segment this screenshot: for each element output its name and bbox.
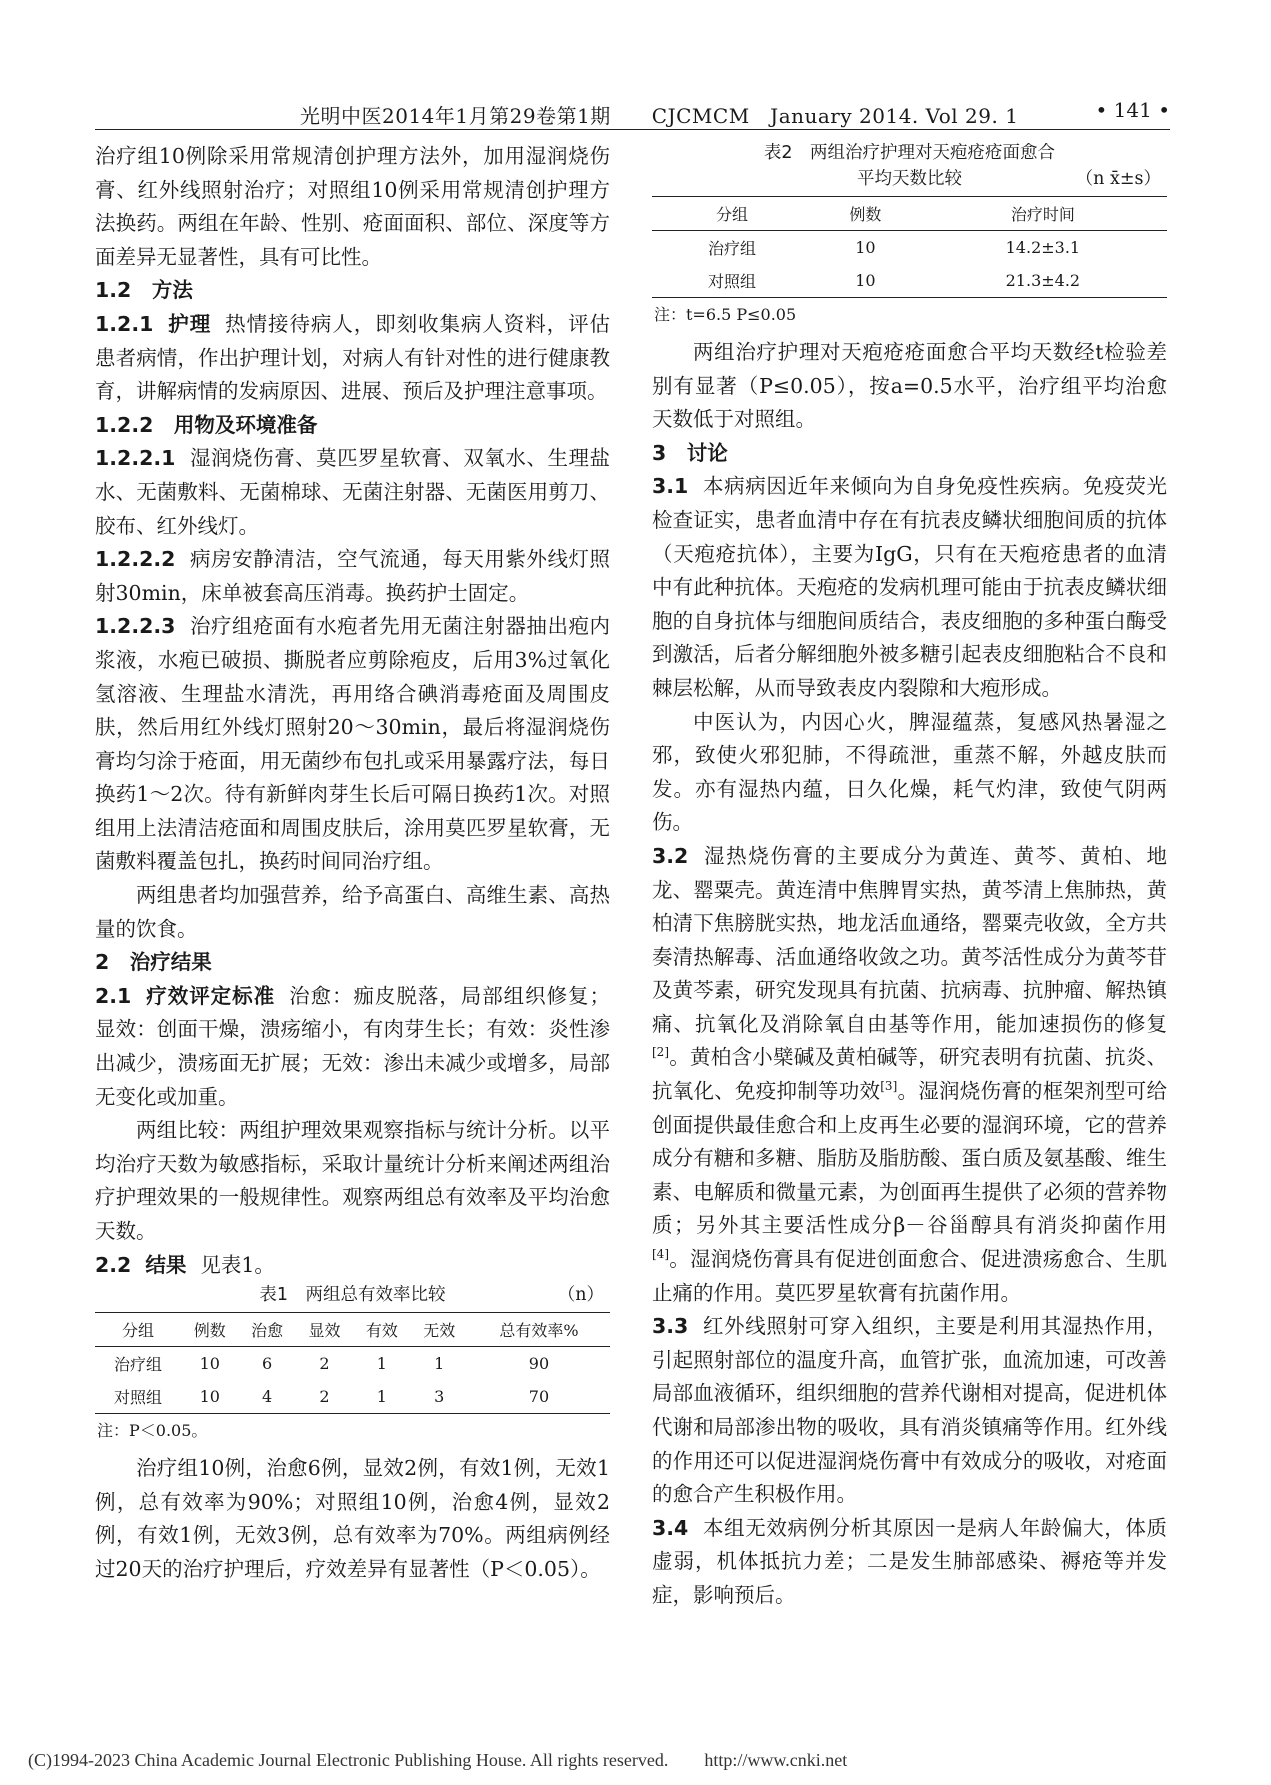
subsection-3-1 <box>652 470 1167 705</box>
table-cell: 10 <box>812 264 919 298</box>
table-row <box>95 1380 610 1414</box>
table-cell: 2 <box>296 1380 353 1414</box>
section-number: 3.3 <box>652 1314 689 1339</box>
section-text: 。黄柏含小檗碱及黄柏碱等，研究表明有抗菌、抗炎、抗氧化、免疫抑制等功效 <box>652 1045 1167 1104</box>
table-caption <box>95 1282 610 1308</box>
paragraph: 治疗组10例除采用常规清创护理方法外，加用湿润烧伤膏、红外线照射治疗；对照组10例采用常规清创护理方法换药。两组在年龄、性别、疮面面积、部位、深度等方面差异无显著性，具有可比性。 <box>95 144 610 269</box>
table-cell: 21.3±4.2 <box>919 264 1167 298</box>
section-title: 疗效评定标准 <box>145 983 276 1008</box>
paragraph: 治疗组10例，治愈6例，显效2例，有效1例，无效1例，总有效率为90%；对照组10例，治愈4例，显效2例，有效1例，无效3例，总有效率为70%。两组病例经过20天的治疗护理后，疗效差异有显著性（P＜0.05）。 <box>95 1456 610 1581</box>
subsection-3-2 <box>652 840 1167 1310</box>
table-cell: 70 <box>468 1380 610 1414</box>
table-cell: 治疗组 <box>708 239 757 258</box>
paragraph: 中医认为，内因心火，脾湿蕴蒸，复感风热暑湿之邪，致使火邪犯肺，不得疏泄，重蒸不解，外越皮肤而发。亦有湿热内蕴，日久化燥，耗气灼津，致使气阴两伤。 <box>652 709 1167 835</box>
section-text: 本病病因近年来倾向为自身免疫性疾病。免疫荧光检查证实，患者血清中存在有抗表皮鳞状细胞间质的抗体（天疱疮抗体），主要为IgG，只有在天疱疮患者的血清中有此种抗体。天疱疮的发病机理可能由于抗表皮鳞状细胞的自身抗体与细胞间质结合，表皮细胞的多种蛋白酶受到激活，后者分解细胞外被多糖引起表皮细胞粘合不良和棘层松解，从而导致表皮内裂隙和大疱形成。 <box>652 474 1167 700</box>
section-title: 护理 <box>167 311 212 336</box>
header-rule <box>95 129 1170 130</box>
table-header: 例数 <box>181 1313 238 1347</box>
subsection-2-2 <box>95 1249 610 1283</box>
citation: [3] <box>880 1079 898 1094</box>
table-1 <box>95 1282 610 1444</box>
journal-info: 光明中医2014年1月第29卷第1期 CJCMCM January 2014. Vol 29. 1 <box>300 104 1019 128</box>
running-header <box>95 92 1170 128</box>
table-cell: 10 <box>199 1354 220 1374</box>
section-text: 热情接待病人，即刻收集病人资料，评估患者病情，作出护理计划，对病人有针对性的进行健康教育，讲解病情的发病原因、进展、预后及护理注意事项。 <box>95 311 611 404</box>
page-number: • 141 • <box>1095 98 1170 122</box>
table-cell: 1 <box>353 1380 410 1414</box>
table-2 <box>652 140 1167 328</box>
section-text: 治愈：痂皮脱落，局部组织修复；显效：创面干燥，溃疡缩小，有肉芽生长；有效：炎性渗出减少，溃疡面无扩展；无效：渗出未减少或增多，局部无变化或加重。 <box>95 983 611 1109</box>
section-number: 1.2.1 <box>95 311 154 336</box>
table-caption <box>652 166 1167 192</box>
table-header: 治愈 <box>238 1313 295 1347</box>
table-header: 分组 <box>95 1313 181 1347</box>
table-header: 显效 <box>296 1313 353 1347</box>
table-header: 例数 <box>812 197 919 231</box>
subsection-3-3 <box>652 1310 1167 1512</box>
table-cell: 4 <box>238 1380 295 1414</box>
subsection-1-2-2-3 <box>95 610 610 879</box>
table-title: 表2 两组治疗护理对天疱疮疮面愈合 <box>763 143 1056 163</box>
section-number: 2.2 <box>95 1252 132 1277</box>
table-cell: 14.2±3.1 <box>1005 238 1081 257</box>
table-cell: 10 <box>181 1380 238 1414</box>
copyright-footer: (C)1994-2023 China Academic Journal Electronic Publishing House. All rights reserved. http://www.cnki.net <box>28 1750 848 1770</box>
citation: [4] <box>652 1247 669 1262</box>
table-title: 表1 两组总有效率比较 <box>259 1285 446 1306</box>
table-note: 注：t=6.5 P≤0.05 <box>654 305 797 324</box>
section-title: 结果 <box>145 1252 187 1277</box>
section-heading: 3 讨论 <box>652 440 728 465</box>
citation: [2] <box>652 1045 669 1060</box>
section-text: 红外线照射可穿入组织，主要是利用其湿热作用，引起照射部位的温度升高，血管扩张，血流加速，可改善局部血液循环，组织细胞的营养代谢相对提高，促进机体代谢和局部渗出物的吸收，具有消炎镇痛等作用。红外线的作用还可以促进湿润烧伤膏中有效成分的吸收，对疮面的愈合产生积极作用。 <box>652 1314 1167 1507</box>
table-header: 治疗时间 <box>919 197 1167 231</box>
section-heading: 1.2 方法 <box>95 278 193 303</box>
section-text: 湿润烧伤膏、莫匹罗星软膏、双氧水、生理盐水、无菌敷料、无菌棉球、无菌注射器、无菌医用剪刀、胶布、红外线灯。 <box>95 446 610 538</box>
paragraph: 两组比较：两组护理效果观察指标与统计分析。以平均治疗天数为敏感指标，采取计量统计分析来阐述两组治疗护理效果的一般规律性。观察两组总有效率及平均治愈天数。 <box>95 1118 610 1243</box>
section-text: 治疗组疮面有水疱者先用无菌注射器抽出疱内浆液，水疱已破损、撕脱者应剪除疱皮，后用3%过氧化氢溶液、生理盐水清洗，再用络合碘消毒疮面及周围皮肤，然后用红外线灯照射20～30min，最后将湿润烧伤膏均匀涂于疮面，用无菌纱布包扎或采用暴露疗法，每日换药1～2次。待有新鲜肉芽生长后可隔日换药1次。对照组用上法清洁疮面和周围皮肤后，涂用莫匹罗星软膏，无菌敷料覆盖包扎，换药时间同治疗组。 <box>95 614 610 874</box>
subsection-2-1 <box>95 980 610 1114</box>
table-cell: 2 <box>319 1354 330 1374</box>
table-cell: 90 <box>528 1354 550 1374</box>
section-number: 3.2 <box>652 843 689 868</box>
section-text: 病房安静清洁，空气流通，每天用紫外线灯照射30min，床单被套高压消毒。换药护士固定。 <box>95 547 610 605</box>
table-caption <box>652 140 1167 166</box>
subsection-1-2-1 <box>95 308 610 409</box>
data-table <box>95 1312 610 1414</box>
table-cell: 1 <box>376 1354 387 1374</box>
data-table <box>652 196 1167 298</box>
table-row <box>652 264 1167 298</box>
table-title-line2: 平均天数比较 <box>857 169 962 189</box>
table-cell: 3 <box>411 1380 468 1414</box>
left-column <box>95 140 610 1587</box>
table-cell: 对照组 <box>652 264 812 298</box>
section-number: 1.2.2.2 <box>95 547 176 572</box>
table-unit: （n） <box>557 1285 604 1306</box>
table-header: 总有效率% <box>468 1313 610 1347</box>
paragraph: 两组患者均加强营养，给予高蛋白、高维生素、高热量的饮食。 <box>95 883 610 941</box>
subsection-3-4 <box>652 1512 1167 1613</box>
table-cell: 1 <box>434 1354 445 1374</box>
section-text: 。湿润烧伤膏的框架剂型可给创面提供最佳愈合和上皮再生必要的湿润环境，它的营养成分有糖和多糖、脂肪及脂肪酸、蛋白质及氨基酸、维生素、电解质和微量元素，为创面再生提供了必须的营养物质；另外其主要活性成分β－谷甾醇具有消炎抑菌作用 <box>652 1079 1167 1238</box>
section-text: 。湿润烧伤膏具有促进创面愈合、促进溃疡愈合、生肌止痛的作用。莫匹罗星软膏有抗菌作用。 <box>652 1247 1167 1305</box>
table-cell: 10 <box>855 238 876 257</box>
table-row <box>95 1347 610 1381</box>
table-note: 注：P＜0.05。 <box>97 1421 208 1441</box>
table-unit: （n x̄±s） <box>1075 169 1161 189</box>
table-cell: 6 <box>262 1354 273 1374</box>
section-number: 1.2.2.1 <box>95 446 176 471</box>
section-number: 1.2.2.3 <box>95 614 176 639</box>
table-header: 无效 <box>411 1313 468 1347</box>
paragraph: 两组治疗护理对天疱疮疮面愈合平均天数经t检验差别有显著（P≤0.05），按a=0.5水平，治疗组平均治愈天数低于对照组。 <box>652 340 1167 432</box>
right-column <box>652 140 1167 1613</box>
section-heading: 1.2.2 用物及环境准备 <box>95 412 318 437</box>
table-row <box>652 231 1167 265</box>
section-text: 本组无效病例分析其原因一是病人年龄偏大，体质虚弱，机体抵抗力差；二是发生肺部感染、褥疮等并发症，影响预后。 <box>652 1515 1167 1607</box>
table-header: 分组 <box>652 197 812 231</box>
subsection-1-2-2-2 <box>95 543 610 610</box>
table-header: 有效 <box>353 1313 410 1347</box>
subsection-1-2-2-1 <box>95 442 610 543</box>
table-cell: 对照组 <box>95 1380 181 1414</box>
section-text: 见表1。 <box>200 1252 275 1277</box>
section-heading: 2 治疗结果 <box>95 950 212 975</box>
table-cell: 治疗组 <box>114 1355 163 1375</box>
section-number: 3.1 <box>652 474 689 499</box>
section-number: 3.4 <box>652 1515 689 1540</box>
section-text: 湿热烧伤膏的主要成分为黄连、黄芩、黄柏、地龙、罂粟壳。黄连清中焦脾胃实热，黄芩清上焦肺热，黄柏清下焦膀胱实热，地龙活血通络，罂粟壳收敛，全方共奏清热解毒、活血通络收敛之功。黄芩活性成分为黄芩苷及黄芩素，研究发现具有抗菌、抗病毒、抗肿瘤、解热镇痛、抗氧化及消除氧自由基等作用，能加速损伤的修复 <box>652 843 1167 1036</box>
section-number: 2.1 <box>95 983 132 1008</box>
